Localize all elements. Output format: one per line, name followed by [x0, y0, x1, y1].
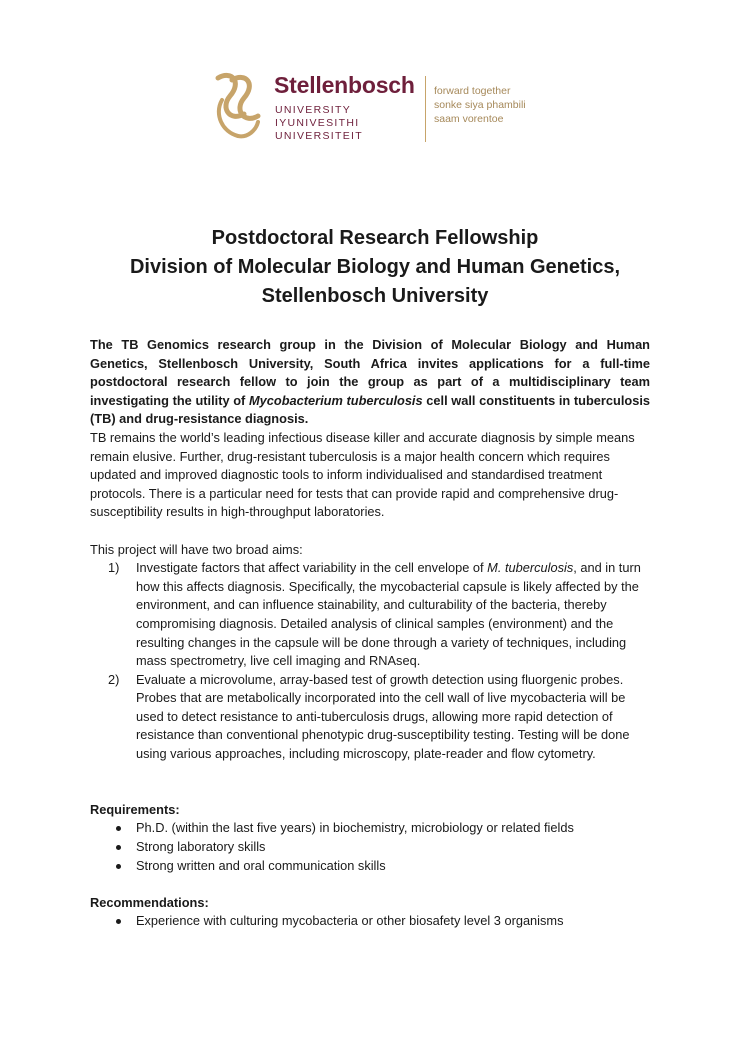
motto-english: forward together — [434, 85, 511, 97]
list-item — [90, 857, 650, 876]
aims-intro: This project will have two broad aims: — [90, 541, 303, 557]
requirements-heading: Requirements: — [90, 801, 180, 817]
bullet-icon — [116, 826, 121, 831]
aim-item — [90, 671, 650, 764]
brand-name: Stellenbosch — [274, 72, 415, 98]
list-item-text: Strong laboratory skills — [136, 839, 266, 855]
aim-text-2: , and in turn how this affects diagnosis. Specifically, the mycobacterial capsule is likely affected by the environment, and can influence stainability, and culturability of the bacteria, thereby compromising diagnosis. Detailed analysis of clinical samples (environment) and the resulting changes in the capsule will be done through a variety of techniques, including mass spectrometry, live cell imaging and RNAseq. — [136, 560, 641, 669]
aim-text-1: Investigate factors that affect variability in the cell envelope of — [136, 560, 488, 576]
list-item-text: Ph.D. (within the last five years) in biochemistry, microbiology or related fields — [136, 820, 574, 836]
list-item — [90, 912, 650, 931]
motto-xhosa: sonke siya phambili — [434, 99, 526, 111]
title-line-3: Stellenbosch University — [261, 285, 489, 307]
motto-afrikaans: saam vorentoe — [434, 113, 504, 125]
brand-lines — [275, 104, 363, 143]
stellenbosch-crest-logo — [212, 70, 264, 142]
list-item-text: Strong written and oral communication skills — [136, 857, 386, 873]
aim-text-1: Evaluate a microvolume, array-based test of growth detection using fluorgenic probes. Probes that are metabolically incorporated into the cell wall of live mycobacteria will be used to detect resistance to anti-tuberculosis drugs, allowing more rapid detection of resistance than conventional phenotypic drug-susceptibility testing. Testing will be done using various approaches, including microscopy, plate-reader and flow cytometry. — [136, 671, 630, 762]
list-item — [90, 819, 650, 838]
brand-line-xhosa: IYUNIVESITHI — [275, 117, 360, 129]
letterhead — [212, 68, 552, 158]
aims-list — [90, 559, 650, 764]
brand-line-english: UNIVERSITY — [275, 104, 352, 116]
list-item — [90, 838, 650, 857]
intro-text-1: The TB Genomics research group in the Division of Molecular Biology and Human Genetics, Stellenbosch University, South Africa invites applications for a full-time postdoctoral research fellow to join the group as part of a multidisciplinary team investigating the utility of — [90, 337, 650, 408]
aim-italic: M. tuberculosis — [487, 560, 574, 576]
document-title — [0, 224, 750, 311]
requirements-list — [90, 819, 650, 875]
intro-text-2: cell wall constituents in tuberculosis (TB) and drug-resistance diagnosis. — [90, 392, 650, 427]
recommendations-heading: Recommendations: — [90, 894, 209, 910]
document-body — [90, 336, 650, 931]
intro-italic: Mycobacterium tuberculosis — [248, 392, 423, 408]
list-item-text: Experience with culturing mycobacteria or other biosafety level 3 organisms — [136, 913, 564, 929]
title-line-1: Postdoctoral Research Fellowship — [211, 227, 539, 249]
intro-paragraph — [90, 336, 650, 429]
bullet-icon — [116, 864, 121, 869]
recommendations-list — [90, 912, 650, 931]
bullet-icon — [116, 845, 121, 850]
background-paragraph: TB remains the world’s leading infectious disease killer and accurate diagnosis by simple means remain elusive. Further, drug-resistant tuberculosis is a major health concern which requires updated and improved diagnostic tools to inform individualised and standardised treatment protocols. There is a particular need for tests that can provide rapid and comprehensive drug-susceptibility results in high-throughput laboratories. — [90, 429, 635, 520]
bullet-icon — [116, 919, 121, 924]
letterhead-divider — [425, 76, 426, 142]
aim-number: 1) — [108, 560, 120, 576]
title-line-2: Division of Molecular Biology and Human Genetics, — [129, 256, 621, 278]
aim-item — [90, 559, 650, 671]
brand-line-afrikaans: UNIVERSITEIT — [275, 130, 363, 142]
mottos — [434, 84, 526, 126]
aim-number: 2) — [108, 671, 120, 687]
